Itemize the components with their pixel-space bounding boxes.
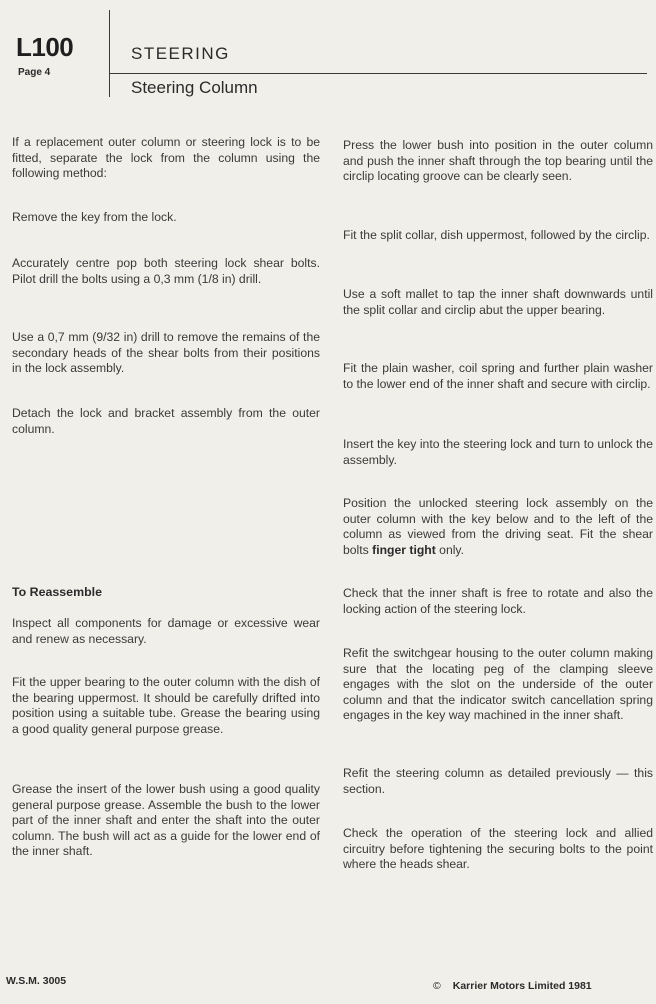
left-paragraph-3: Accurately centre pop both steering lock shear bolts. Pilot drill the bolts using a 0,3 mm (1/8 in) drill. — [12, 256, 320, 286]
subsection-title: Steering Column — [131, 78, 258, 97]
left-paragraph-1: If a replacement outer column or steering lock is to be fitted, separate the lock from the column using the following method: — [12, 135, 320, 181]
right-paragraph-9: Refit the steering column as detailed previously — this section. — [343, 766, 653, 796]
right-paragraph-2: Fit the split collar, dish uppermost, followed by the circlip. — [343, 228, 650, 242]
section-title: STEERING — [131, 44, 230, 63]
right-paragraph-1: Press the lower bush into position in the outer column and push the inner shaft through the top bearing until the circlip locating groove can be clearly seen. — [343, 138, 653, 184]
left-paragraph-4: Use a 0,7 mm (9/32 in) drill to remove the remains of the secondary heads of the shear bolts from their positions in the lock assembly. — [12, 330, 320, 376]
right-paragraph-7: Check that the inner shaft is free to rotate and also the locking action of the steering lock. — [343, 586, 653, 616]
document-reference: W.S.M. 3005 — [6, 975, 67, 987]
publisher-name: Karrier Motors Limited 1981 — [452, 980, 592, 992]
right-paragraph-10: Check the operation of the steering lock and allied circuitry before tightening the securing bolts to the point where the heads shear. — [343, 826, 653, 872]
right-paragraph-6-text: Position the unlocked steering lock assembly on the outer column with the key below and to the left of the column as viewed from the driving seat. Fit the shear bolts — [343, 496, 653, 557]
copyright-line — [433, 980, 592, 992]
left-paragraph-5: Detach the lock and bracket assembly from the outer column. — [12, 406, 320, 436]
header-vertical-rule — [109, 10, 110, 97]
right-paragraph-5: Insert the key into the steering lock and turn to unlock the assembly. — [343, 437, 653, 467]
finger-tight-emphasis: finger tight — [372, 542, 436, 557]
left-paragraph-7: Fit the upper bearing to the outer column with the dish of the bearing uppermost. It should be carefully drifted into position using a suitable tube. Grease the bearing using a good quality general purpose grease. — [12, 675, 320, 736]
header-horizontal-rule — [109, 73, 647, 74]
right-paragraph-4: Fit the plain washer, coil spring and further plain washer to the lower end of the inner shaft and secure with circlip. — [343, 361, 653, 391]
right-paragraph-3: Use a soft mallet to tap the inner shaft downwards until the split collar and circlip abut the upper bearing. — [343, 287, 653, 317]
right-paragraph-6 — [343, 496, 653, 558]
left-paragraph-6: Inspect all components for damage or excessive wear and renew as necessary. — [12, 616, 320, 646]
right-paragraph-6-end: only. — [435, 542, 465, 557]
reassemble-heading: To Reassemble — [12, 585, 102, 599]
right-paragraph-8: Refit the switchgear housing to the outer column making sure that the locating peg of the clamping sleeve engages with the slot on the underside of the outer column and that the indicator switch cancellation spring engages in the key way machined in the inner shaft. — [343, 646, 653, 723]
model-code: L100 — [16, 32, 74, 62]
left-paragraph-2: Remove the key from the lock. — [12, 210, 177, 224]
copyright-symbol: © — [433, 980, 441, 992]
page-number: Page 4 — [18, 67, 51, 78]
left-paragraph-8: Grease the insert of the lower bush using a good quality general purpose grease. Assemble the bush to the lower part of the inner shaft and enter the shaft into the outer column. The bush will act as a guide for the lower end of the inner shaft. — [12, 782, 320, 859]
